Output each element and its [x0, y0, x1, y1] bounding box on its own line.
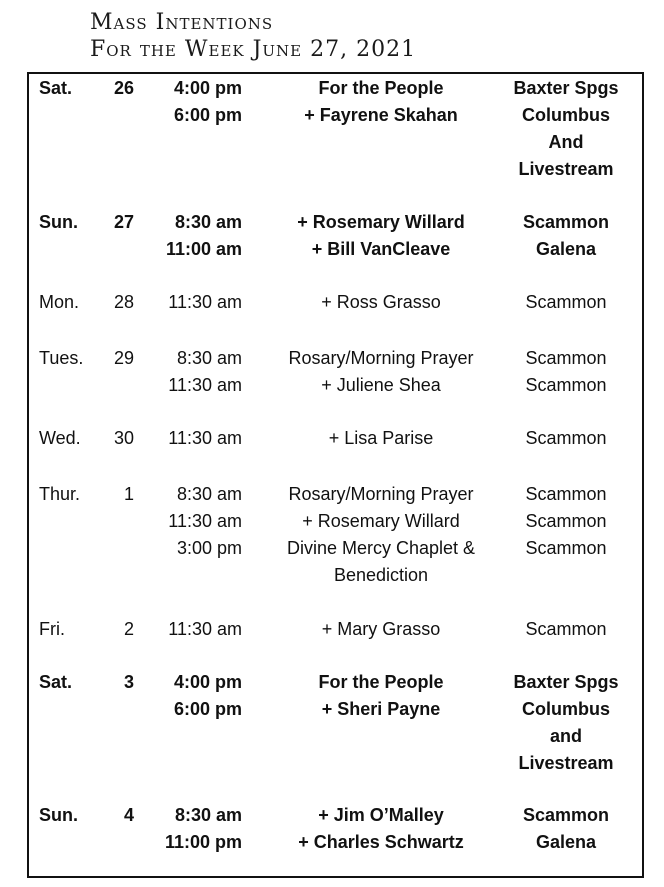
row-day: Tues.: [39, 348, 84, 368]
row-day: Fri.: [39, 619, 65, 639]
page-heading: [90, 9, 416, 63]
row-day: Sun.: [39, 805, 78, 825]
row-date: 28: [113, 292, 134, 312]
row-intention: Rosary/Morning Prayer: [288, 484, 474, 504]
row-location: Columbus: [522, 105, 610, 125]
row-day: Sun.: [39, 212, 78, 232]
row-location: Scammon: [525, 348, 607, 368]
row-location: Baxter Spgs: [513, 78, 619, 98]
row-location: Livestream: [518, 159, 614, 179]
row-location: Scammon: [525, 619, 607, 639]
row-date: 4: [123, 805, 134, 825]
row-intention: + Mary Grasso: [321, 619, 441, 639]
row-location: Scammon: [522, 805, 610, 825]
row-location: Scammon: [525, 538, 607, 558]
row-time: 11:30 am: [168, 375, 242, 395]
row-day: Sat.: [39, 78, 73, 98]
heading-line-2: For the Week June 27, 2021: [90, 37, 417, 62]
row-time: 11:30 am: [168, 511, 242, 531]
row-location: Scammon: [525, 428, 607, 448]
row-intention: + Juliene Shea: [321, 375, 441, 395]
row-intention: For the People: [318, 672, 444, 692]
row-location: Livestream: [518, 753, 614, 773]
row-time: 6:00 pm: [173, 699, 242, 719]
row-location: Scammon: [525, 511, 607, 531]
row-day: Wed.: [39, 428, 81, 448]
row-time: 3:00 pm: [176, 538, 242, 558]
row-time: 8:30 am: [174, 212, 242, 232]
row-location: and: [549, 726, 582, 746]
row-time: 4:00 pm: [173, 672, 242, 692]
row-intention: Divine Mercy Chaplet &: [286, 538, 476, 558]
row-intention: + Ross Grasso: [321, 292, 441, 312]
row-intention: + Charles Schwartz: [298, 832, 464, 852]
row-time: 6:00 pm: [173, 105, 242, 125]
row-time: 11:30 am: [168, 292, 242, 312]
row-location: Baxter Spgs: [513, 672, 619, 692]
row-time: 8:30 am: [174, 805, 242, 825]
row-location: Scammon: [525, 484, 607, 504]
row-intention: Benediction: [333, 565, 429, 585]
row-location: Columbus: [522, 699, 610, 719]
row-date: 3: [123, 672, 134, 692]
row-intention: + Rosemary Willard: [297, 212, 465, 232]
row-day: Thur.: [39, 484, 81, 504]
row-location: Galena: [535, 239, 597, 259]
row-location: Scammon: [525, 375, 607, 395]
row-date: 1: [123, 484, 134, 504]
row-intention: + Sheri Payne: [321, 699, 441, 719]
row-intention: + Fayrene Skahan: [304, 105, 458, 125]
row-intention: + Jim O’Malley: [318, 805, 444, 825]
row-location: And: [548, 132, 584, 152]
row-date: 26: [113, 78, 134, 98]
row-location: Scammon: [525, 292, 607, 312]
row-time: 4:00 pm: [173, 78, 242, 98]
row-time: 8:30 am: [176, 484, 242, 504]
row-intention: + Rosemary Willard: [302, 511, 460, 531]
row-time: 11:30 am: [168, 428, 242, 448]
row-day: Mon.: [39, 292, 80, 312]
row-date: 2: [123, 619, 134, 639]
row-time: 11:30 am: [168, 619, 242, 639]
heading-line-1: Mass Intentions: [90, 10, 274, 35]
row-intention: For the People: [318, 78, 444, 98]
row-time: 11:00 pm: [164, 832, 242, 852]
row-date: 30: [113, 428, 134, 448]
row-intention: + Bill VanCleave: [311, 239, 451, 259]
row-date: 29: [113, 348, 134, 368]
row-intention: Rosary/Morning Prayer: [288, 348, 474, 368]
row-location: Scammon: [522, 212, 610, 232]
row-date: 27: [113, 212, 134, 232]
row-day: Sat.: [39, 672, 73, 692]
row-time: 11:00 am: [165, 239, 242, 259]
row-time: 8:30 am: [176, 348, 242, 368]
row-location: Galena: [535, 832, 597, 852]
row-intention: + Lisa Parise: [328, 428, 434, 448]
